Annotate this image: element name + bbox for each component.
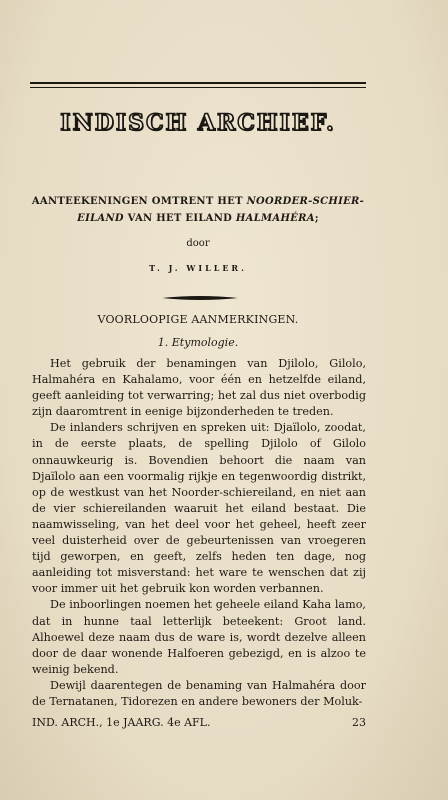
paragraph: De inboorlingen noemen het geheele eiland Kaha lamo, dat in hunne taal letterlijk beteekent: Groot land. Alhoewel deze naam dus de ware is, wordt dezelve alleen door de daar wonende Halfoeren gebezigd, en is alzoo te weinig bekend. xyxy=(32,598,366,676)
byline-door: door xyxy=(186,238,210,249)
article-title-part-5: HALMAHÉRA xyxy=(235,213,315,224)
top-rule-thick xyxy=(30,82,366,84)
body-text xyxy=(32,356,366,710)
article-title-part-4: VAN HET EILAND xyxy=(123,213,236,224)
running-head: IND. ARCH., 1e JAARG. 4e AFL. xyxy=(32,716,211,729)
page-number: 23 xyxy=(352,716,366,729)
subsection-heading: 1. Etymologie. xyxy=(157,336,239,349)
paragraph: Dewijl daarentegen de benaming van Halmahéra door de Ternatanen, Tidorezen en andere bewoners der Moluk- xyxy=(32,678,366,708)
journal-title: INDISCH ARCHIEF. xyxy=(60,110,336,136)
section-heading: VOORLOOPIGE AANMERKINGEN. xyxy=(97,313,299,326)
article-title xyxy=(30,193,366,227)
article-title-part-1: AANTEEKENINGEN OMTRENT HET xyxy=(31,196,247,207)
article-title-part-2: NOORDER-SCHIER- xyxy=(246,196,365,207)
article-title-part-3: EILAND xyxy=(77,213,124,224)
ornament-divider xyxy=(160,295,240,301)
author-name: T. J. WILLER. xyxy=(149,263,247,273)
paragraph: Het gebruik der benamingen van Djilolo, Gilolo, Halmahéra en Kahalamo, voor één en hetzelfde eiland, geeft aanleiding tot verwarring; het zal dus niet overbodig zijn daaromtrent in eenige bijzonderheden te treden. xyxy=(32,357,366,419)
page-footer xyxy=(32,716,366,729)
paragraph: De inlanders schrijven en spreken uit: Djaïlolo, zoodat, in de eerste plaats, de spelling Djilolo of Gilolo onnauwkeurig is. Bovendien behoort die naam van Djaïlolo aan een voormalig rijkje en tegenwoordig distrikt, op de westkust van het Noorder-schiereiland, en niet aan de vier schiereilanden waaruit het eiland bestaat. Die naamwisseling, van het deel voor het geheel, heeft zeer veel duisterheid over de gebeurtenissen van vroegeren tijd geworpen, en geeft, zelfs heden ten dage, nog aanleiding tot misverstand: het ware te wenschen dat zij voor immer uit het gebruik kon worden verbannen. xyxy=(32,421,366,596)
article-title-part-6: ; xyxy=(314,213,319,224)
top-rule-thin xyxy=(30,87,366,88)
